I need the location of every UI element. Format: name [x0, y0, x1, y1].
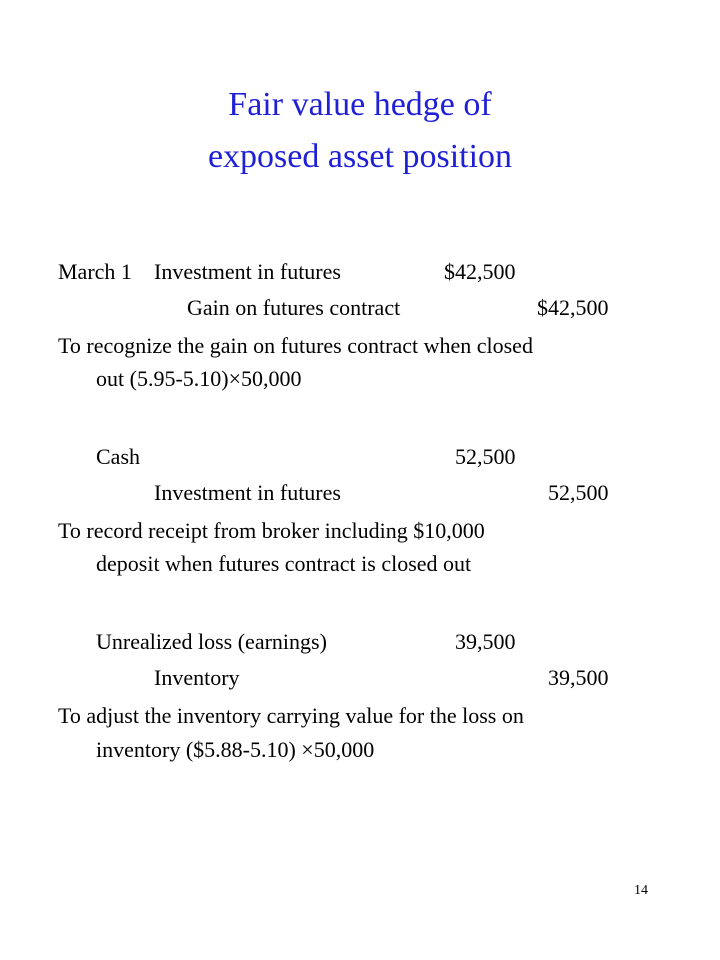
entry1-explanation-line-2: out (5.95-5.10)×50,000 — [96, 366, 302, 391]
entry2-debit-amount: 52,500 — [455, 444, 516, 469]
page-number: 14 — [634, 883, 648, 898]
entry2-explanation-line-2: deposit when futures contract is closed out — [96, 551, 472, 576]
entry3-debit-account: Unrealized loss (earnings) — [96, 629, 327, 654]
entry3-credit-amount: 39,500 — [548, 665, 609, 690]
entry3-debit-amount: 39,500 — [455, 629, 516, 654]
slide-title-line-2: exposed asset position — [207, 138, 513, 175]
entry1-credit-amount: $42,500 — [537, 295, 609, 320]
entry2-explanation-line-1: To record receipt from broker including $10,000 — [58, 518, 485, 543]
entry2-credit-amount: 52,500 — [548, 480, 609, 505]
entry2-credit-account: Investment in futures — [154, 480, 341, 505]
entry2-debit-account: Cash — [96, 444, 140, 469]
entry1-debit-amount: $42,500 — [444, 259, 516, 284]
entry1-explanation-line-1: To recognize the gain on futures contract when closed — [58, 333, 533, 358]
entry1-debit-account: Investment in futures — [154, 259, 341, 284]
entry1-date: March 1 — [58, 259, 132, 284]
entry1-credit-account: Gain on futures contract — [187, 295, 401, 320]
entry3-explanation-line-2: inventory ($5.88-5.10) ×50,000 — [96, 737, 375, 762]
slide-title-line-1: Fair value hedge of — [228, 86, 492, 123]
entry3-explanation-line-1: To adjust the inventory carrying value for the loss on — [58, 703, 524, 728]
entry3-credit-account: Inventory — [154, 665, 240, 690]
